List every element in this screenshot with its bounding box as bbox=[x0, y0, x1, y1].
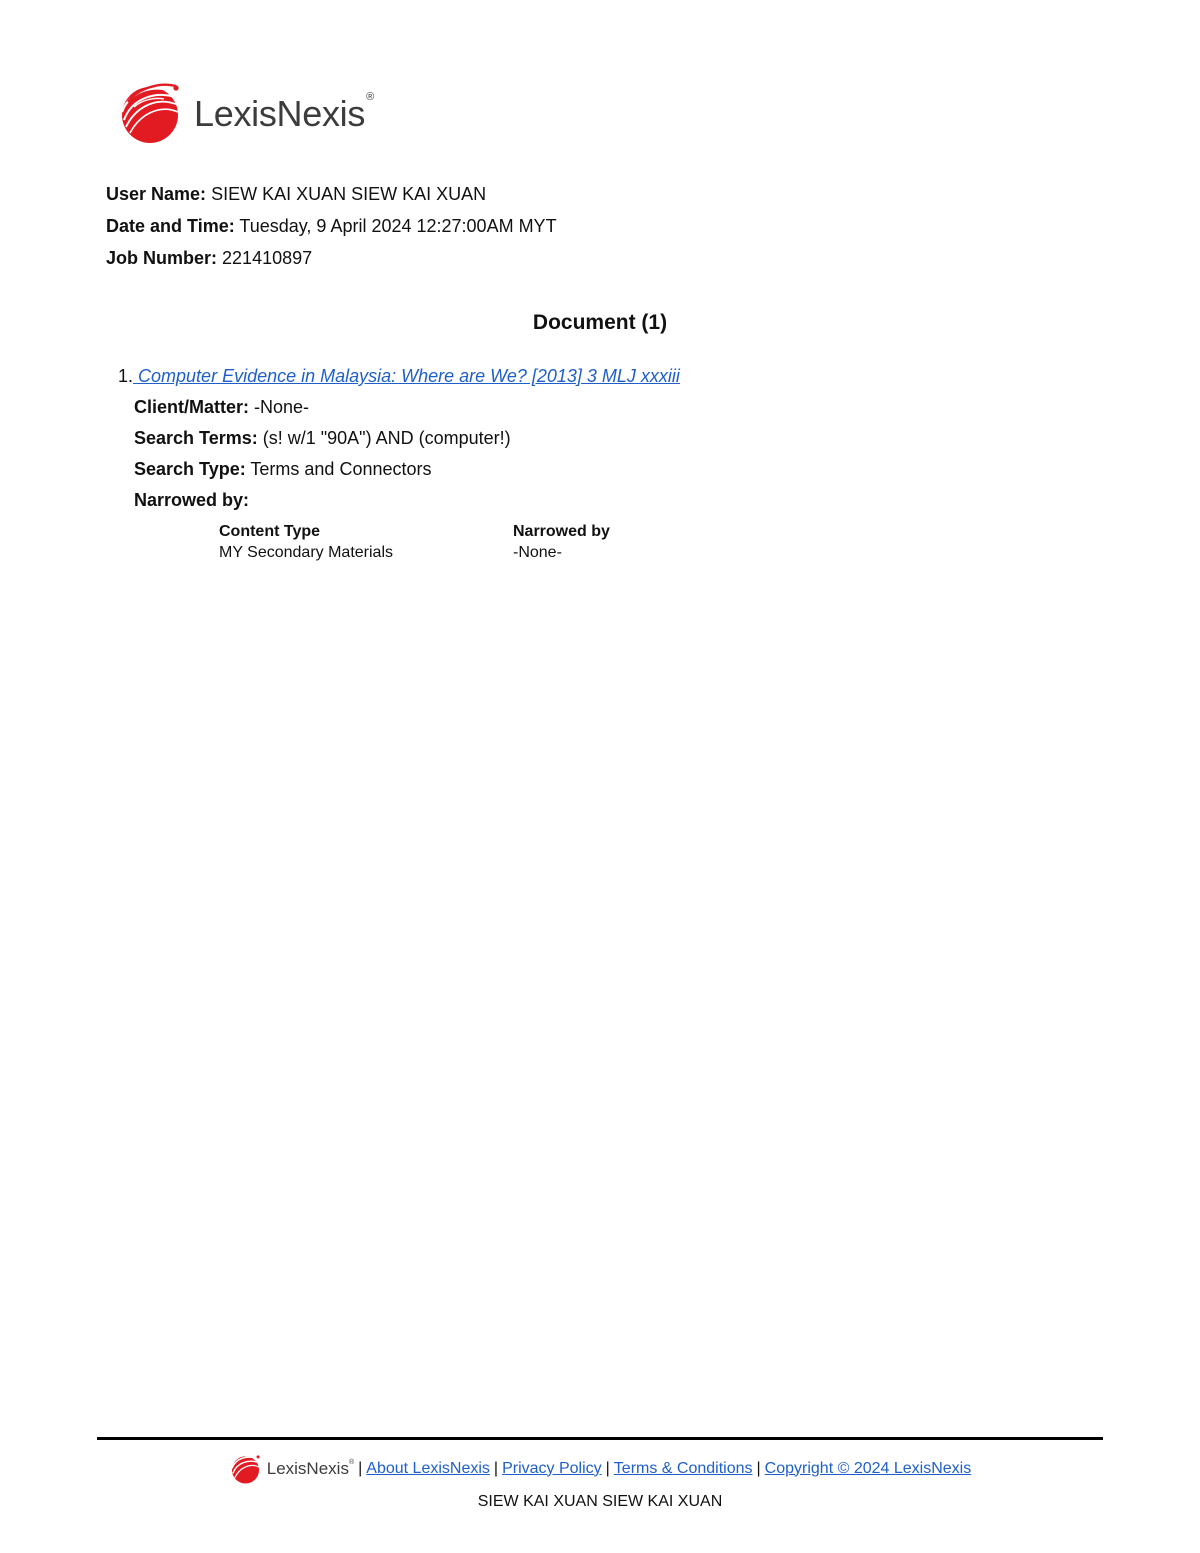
search-type-value: Terms and Connectors bbox=[250, 459, 432, 479]
document-heading: Document (1) bbox=[532, 311, 668, 334]
user-name-label: User Name: bbox=[106, 184, 207, 204]
table-header-narrowed-by: Narrowed by bbox=[513, 523, 610, 540]
footer-separator: | bbox=[358, 1459, 363, 1477]
document-entry bbox=[118, 361, 680, 516]
footer-logo-mark-icon bbox=[229, 1453, 261, 1484]
narrowed-by-table bbox=[219, 521, 610, 563]
table-header-row bbox=[219, 521, 610, 542]
narrowed-by-label: Narrowed by: bbox=[134, 490, 250, 510]
footer-logo bbox=[229, 1453, 354, 1484]
footer-logo-wordmark: LexisNexis® bbox=[266, 1458, 355, 1478]
client-matter-label: Client/Matter: bbox=[134, 397, 250, 417]
narrowed-by-row bbox=[134, 485, 680, 516]
search-terms-label: Search Terms: bbox=[134, 428, 258, 448]
job-number-row bbox=[106, 242, 557, 274]
footer-divider bbox=[97, 1437, 1103, 1440]
footer-separator: | bbox=[605, 1459, 610, 1477]
search-terms-value: (s! w/1 "90A") AND (computer!) bbox=[262, 428, 511, 448]
table-row bbox=[219, 542, 610, 563]
client-matter-value: -None- bbox=[254, 397, 310, 417]
privacy-policy-link[interactable]: Privacy Policy bbox=[502, 1459, 602, 1477]
document-number: 1. bbox=[118, 366, 134, 386]
search-type-label: Search Type: bbox=[134, 459, 246, 479]
job-number-label: Job Number: bbox=[106, 248, 218, 268]
client-matter-row bbox=[134, 392, 680, 423]
job-meta bbox=[106, 178, 557, 274]
copyright-link[interactable]: Copyright © 2024 LexisNexis bbox=[764, 1459, 972, 1477]
lexisnexis-logo bbox=[116, 80, 374, 144]
footer-separator: | bbox=[756, 1459, 761, 1477]
document-title-link[interactable]: Computer Evidence in Malaysia: Where are We? [2013] 3 MLJ xxxiii bbox=[138, 366, 680, 386]
date-time-row bbox=[106, 210, 557, 242]
job-number-value: 221410897 bbox=[222, 248, 313, 268]
footer-links bbox=[0, 1453, 1200, 1484]
about-lexisnexis-link[interactable]: About LexisNexis bbox=[366, 1459, 490, 1477]
date-time-value: Tuesday, 9 April 2024 12:27:00AM MYT bbox=[239, 216, 557, 236]
table-header-content-type: Content Type bbox=[219, 523, 321, 540]
footer-user-name: SIEW KAI XUAN SIEW KAI XUAN bbox=[477, 1493, 723, 1510]
document-details bbox=[134, 392, 680, 516]
user-name-row bbox=[106, 178, 557, 210]
search-terms-row bbox=[134, 423, 680, 454]
search-type-row bbox=[134, 454, 680, 485]
footer-separator: | bbox=[493, 1459, 499, 1477]
date-time-label: Date and Time: bbox=[106, 216, 235, 236]
lexisnexis-logo-mark-icon bbox=[116, 80, 182, 144]
document-title-line bbox=[118, 361, 680, 392]
logo-wordmark: LexisNexis® bbox=[194, 91, 374, 134]
user-name-value: SIEW KAI XUAN SIEW KAI XUAN bbox=[211, 184, 487, 204]
terms-conditions-link[interactable]: Terms & Conditions bbox=[613, 1459, 753, 1477]
table-cell-content-type: MY Secondary Materials bbox=[219, 544, 393, 561]
table-cell-narrowed-by: -None- bbox=[513, 544, 562, 561]
